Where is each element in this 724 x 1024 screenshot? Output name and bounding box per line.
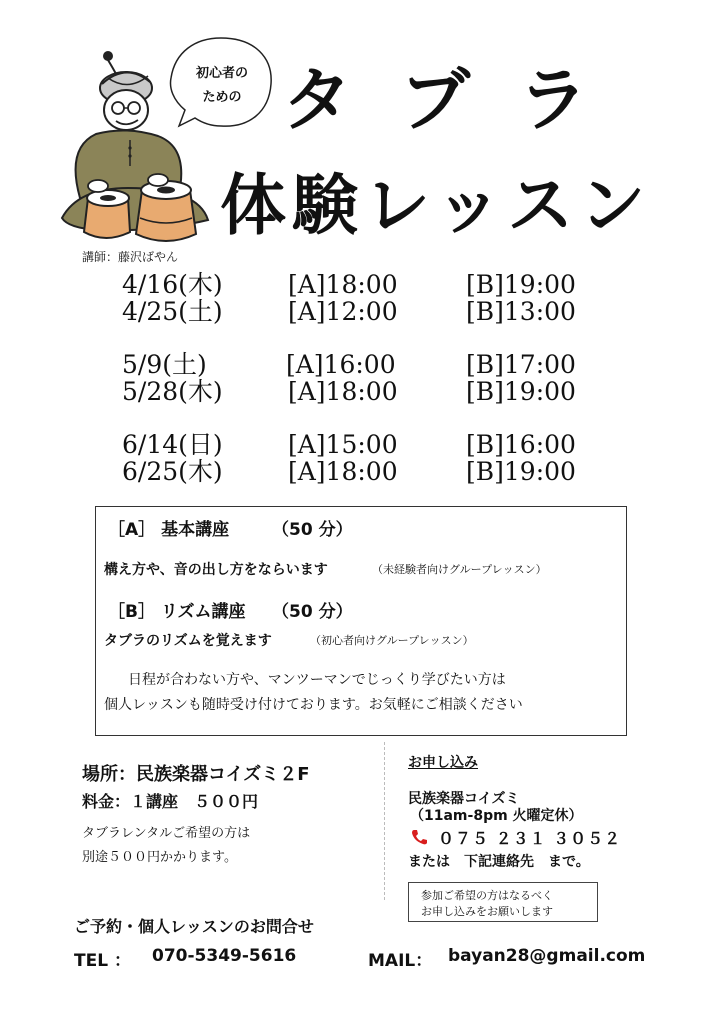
- phone-icon: [410, 828, 428, 846]
- apply-hours: （11am-8pm 火曜定休）: [410, 808, 583, 824]
- venue-place: 場所：民族楽器コイズミ２F: [82, 764, 310, 785]
- page-title-line1: タブラ: [282, 59, 636, 141]
- private-lesson-line1: 日程が合わない方や、マンツーマンでじっくり学びたい方は: [128, 672, 506, 688]
- bubble-text: [180, 62, 264, 110]
- schedule-date: 4/16(木): [122, 270, 223, 299]
- venue-fee: 料金：１講座 ５００円: [82, 792, 259, 811]
- schedule-slot-a: [A]18:00: [288, 457, 398, 486]
- schedule-date: 5/28(木): [122, 377, 223, 406]
- divider: [384, 742, 385, 900]
- apply-heading: お申し込み: [408, 755, 478, 771]
- apply-shop: 民族楽器コイズミ: [408, 791, 520, 807]
- schedule-slot-a: [A]18:00: [288, 377, 398, 406]
- page-title-line2: 体験レッスン: [220, 167, 652, 244]
- course-b-duration: （50 分）: [272, 602, 353, 622]
- course-a-note: （未経験者向けグループレッスン）: [372, 563, 547, 576]
- course-a-description: 構え方や、音の出し方をならいます: [104, 562, 328, 578]
- schedule-slot-b: [B]19:00: [466, 377, 576, 406]
- schedule-date: 5/9(土): [122, 350, 207, 379]
- contact-heading: ご予約・個人レッスンのお問合せ: [74, 917, 314, 936]
- schedule-slot-b: [B]17:00: [466, 350, 576, 379]
- bubble-line2: ための: [202, 90, 242, 105]
- schedule-slot-a: [A]15:00: [288, 430, 398, 459]
- course-info-box: [95, 506, 627, 736]
- apply-phone[interactable]: ０７５ ２３１ ３０５２: [438, 829, 622, 848]
- private-lesson-line2: 個人レッスンも随時受け付けております。お気軽にご相談ください: [104, 697, 523, 713]
- schedule-slot-a: [A]16:00: [286, 350, 396, 379]
- contact-mail[interactable]: bayan28@gmail.com: [448, 946, 646, 966]
- schedule-slot-b: [B]13:00: [466, 297, 576, 326]
- contact-mail-label: MAIL：: [368, 951, 433, 971]
- schedule-row: [0, 350, 724, 380]
- course-b-description: タブラのリズムを覚えます: [104, 633, 272, 649]
- apply-note-line2: お申し込みをお願いします: [421, 905, 553, 918]
- schedule-slot-b: [B]19:00: [466, 457, 576, 486]
- apply-note-line1: 参加ご希望の方はなるべく: [421, 889, 553, 902]
- schedule-slot-b: [B]19:00: [466, 270, 576, 299]
- contact-tel-label: TEL ：: [74, 951, 131, 971]
- schedule-slot-a: [A]18:00: [288, 270, 398, 299]
- schedule-row: [0, 377, 724, 407]
- schedule-date: 6/25(木): [122, 457, 223, 486]
- schedule-row: [0, 457, 724, 487]
- contact-tel[interactable]: 070-5349-5616: [152, 946, 297, 966]
- schedule-date: 6/14(日): [122, 430, 223, 459]
- instructor-name: 講師：藤沢ばやん: [82, 250, 179, 264]
- course-b-note: （初心者向けグループレッスン）: [310, 634, 474, 647]
- schedule-row: [0, 270, 724, 300]
- apply-note-box: [408, 882, 598, 922]
- course-a-duration: （50 分）: [272, 520, 353, 540]
- course-b-title: ［B］ リズム講座: [108, 602, 246, 622]
- rental-line1: タブラレンタルご希望の方は: [82, 826, 251, 841]
- schedule-row: [0, 430, 724, 460]
- apply-alternative: または 下記連絡先 まで。: [408, 854, 590, 870]
- schedule-slot-b: [B]16:00: [466, 430, 576, 459]
- schedule-date: 4/25(土): [122, 297, 223, 326]
- course-a-title: ［A］ 基本講座: [108, 520, 230, 540]
- schedule-row: [0, 297, 724, 327]
- bubble-line1: 初心者の: [195, 66, 248, 81]
- schedule-slot-a: [A]12:00: [288, 297, 398, 326]
- rental-line2: 別途５００円かかります。: [82, 850, 237, 865]
